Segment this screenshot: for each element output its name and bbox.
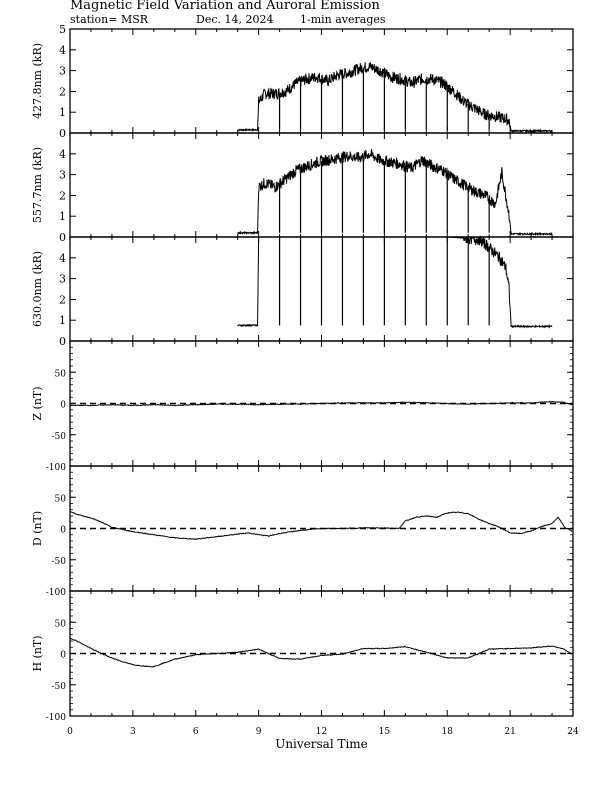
y-tick-label: 4 [59, 147, 66, 161]
y-tick-label: 5 [59, 23, 66, 36]
x-tick-label: 15 [378, 727, 391, 737]
y-axis-label: D (nT) [31, 510, 44, 547]
data-line [238, 237, 552, 327]
y-tick-label: 3 [59, 272, 66, 286]
y-axis-label: 427.8nm (kR) [31, 42, 44, 120]
x-tick-label: 9 [255, 727, 262, 737]
x-axis-label: Universal Time [275, 737, 368, 751]
data-line [238, 62, 552, 131]
x-tick-label: 24 [567, 727, 579, 737]
x-tick-label: 12 [315, 727, 328, 737]
y-tick-label: 0 [60, 650, 66, 661]
y-tick-label: 0 [59, 335, 66, 348]
date-label: Dec. 14, 2024 [196, 13, 274, 26]
x-tick-label: 6 [192, 727, 199, 737]
y-tick-label: 2 [59, 189, 66, 203]
y-axis-label: H (nT) [31, 635, 44, 672]
y-tick-label: -100 [45, 463, 66, 473]
y-tick-label: 3 [59, 64, 66, 78]
y-tick-label: 2 [59, 85, 66, 99]
y-tick-label: 4 [59, 251, 66, 265]
y-tick-label: 50 [54, 369, 66, 380]
y-tick-label: 1 [59, 210, 66, 224]
y-tick-label: 3 [59, 168, 66, 182]
averaging-label: 1-min averages [300, 13, 386, 26]
data-line [70, 512, 572, 540]
y-tick-label: 1 [59, 314, 66, 328]
station-label: station= MSR [70, 13, 149, 26]
y-tick-label: 4 [59, 43, 66, 57]
x-tick-label: 3 [130, 727, 136, 737]
y-tick-label: 50 [54, 619, 66, 630]
x-tick-label: 0 [67, 727, 73, 737]
x-tick-label: 21 [504, 727, 516, 737]
y-tick-label: 0 [60, 400, 66, 411]
y-axis-label: Z (nT) [31, 386, 44, 421]
y-tick-label: 0 [60, 525, 66, 536]
y-tick-label: 0 [59, 127, 66, 140]
chart-title: Magnetic Field Variation and Auroral Emission [70, 0, 380, 13]
x-tick-label: 18 [441, 727, 453, 737]
y-axis-label: 557.7nm (kR) [31, 146, 44, 224]
y-tick-label: -100 [45, 713, 66, 723]
y-tick-label: 50 [54, 494, 66, 505]
y-tick-label: -50 [51, 681, 66, 692]
y-axis-label: 630.0nm (kR) [31, 250, 44, 328]
y-tick-label: -50 [51, 556, 66, 567]
y-tick-label: 0 [59, 231, 66, 244]
y-tick-label: 2 [59, 293, 66, 307]
y-tick-label: 1 [59, 106, 66, 120]
y-tick-label: -50 [51, 431, 66, 442]
data-line [70, 638, 572, 667]
y-tick-label: -100 [45, 588, 66, 598]
data-line [238, 149, 552, 234]
